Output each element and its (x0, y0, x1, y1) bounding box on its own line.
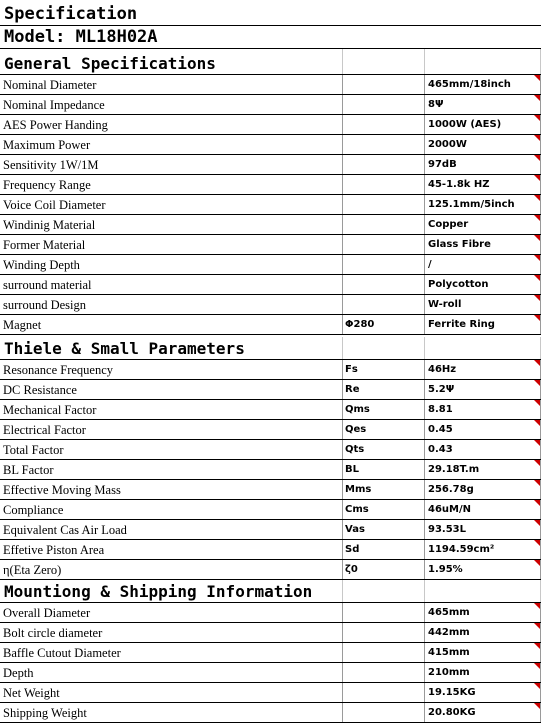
comment-marker-icon (534, 603, 540, 609)
spec-value: 46Hz (424, 360, 541, 379)
comment-marker-icon (534, 155, 540, 161)
spec-symbol (342, 643, 424, 662)
spec-value: / (424, 255, 541, 274)
spec-value: 5.2Ψ (424, 380, 541, 399)
spec-symbol: Fs (342, 360, 424, 379)
spec-row (0, 360, 541, 380)
section-header-symbol-cell (342, 337, 424, 359)
spec-value: 210mm (424, 663, 541, 682)
title-row (0, 4, 541, 26)
spec-label: DC Resistance (3, 383, 77, 397)
spec-row (0, 175, 541, 195)
comment-marker-icon (534, 623, 540, 629)
spec-value: 45-1.8k HZ (424, 175, 541, 194)
spec-label: Equivalent Cas Air Load (3, 523, 127, 537)
spec-row (0, 115, 541, 135)
spec-row (0, 155, 541, 175)
spec-value: 0.43 (424, 440, 541, 459)
spec-symbol: Sd (342, 540, 424, 559)
comment-marker-icon (534, 663, 540, 669)
section-header-symbol-cell (342, 49, 424, 74)
comment-marker-icon (534, 440, 540, 446)
section-heading: Mountiong & Shipping Information (4, 582, 313, 601)
spec-row (0, 703, 541, 723)
spec-label: Net Weight (3, 686, 60, 700)
spec-value: 93.53L (424, 520, 541, 539)
comment-marker-icon (534, 500, 540, 506)
spec-value: Polycotton (424, 275, 541, 294)
spec-row (0, 663, 541, 683)
spec-row (0, 95, 541, 115)
comment-marker-icon (534, 703, 540, 709)
spec-row (0, 480, 541, 500)
spec-label: Magnet (3, 318, 42, 332)
spec-symbol: ζ0 (342, 560, 424, 579)
spec-symbol (342, 703, 424, 722)
sheet-title: Specification (4, 4, 138, 24)
spec-value: 465mm/18inch (424, 75, 541, 94)
section-heading: General Specifications (4, 54, 216, 73)
spec-symbol (342, 295, 424, 314)
spec-label: Voice Coil Diameter (3, 198, 106, 212)
comment-marker-icon (534, 235, 540, 241)
spec-symbol (342, 95, 424, 114)
spec-row (0, 460, 541, 480)
section-header-symbol-cell (342, 580, 424, 602)
spec-label: Baffle Cutout Diameter (3, 646, 121, 660)
spec-symbol: Qms (342, 400, 424, 419)
spec-row (0, 440, 541, 460)
spec-row (0, 135, 541, 155)
spec-label: Maximum Power (3, 138, 91, 152)
spec-label: Shipping Weight (3, 706, 87, 720)
spec-row (0, 195, 541, 215)
spec-value: 29.18T.m (424, 460, 541, 479)
spec-symbol: Qes (342, 420, 424, 439)
spec-symbol (342, 275, 424, 294)
section-header-row (0, 580, 541, 603)
spec-label: Effetive Piston Area (3, 543, 105, 557)
spec-value: 20.80KG (424, 703, 541, 722)
comment-marker-icon (534, 480, 540, 486)
comment-marker-icon (534, 460, 540, 466)
comment-marker-icon (534, 420, 540, 426)
spec-symbol (342, 235, 424, 254)
spec-symbol (342, 115, 424, 134)
spec-value: 256.78g (424, 480, 541, 499)
spec-value: W-roll (424, 295, 541, 314)
section-header-value-cell (424, 49, 541, 74)
spec-label: Overall Diameter (3, 606, 91, 620)
comment-marker-icon (534, 255, 540, 261)
spec-value: 8.81 (424, 400, 541, 419)
spec-value: 46uM/N (424, 500, 541, 519)
spec-row (0, 643, 541, 663)
spec-label: Winding Depth (3, 258, 80, 272)
spec-label: Depth (3, 666, 34, 680)
model-name: Model: ML18H02A (4, 27, 158, 47)
spec-row (0, 295, 541, 315)
spec-label: Sensitivity 1W/1M (3, 158, 99, 172)
spec-value: 1.95% (424, 560, 541, 579)
spec-symbol: BL (342, 460, 424, 479)
comment-marker-icon (534, 215, 540, 221)
spec-label: Windinig Material (3, 218, 96, 232)
spec-label: Total Factor (3, 443, 64, 457)
spec-label: Frequency Range (3, 178, 91, 192)
comment-marker-icon (534, 115, 540, 121)
spec-row (0, 500, 541, 520)
comment-marker-icon (534, 75, 540, 81)
spec-row (0, 255, 541, 275)
spec-value: 97dB (424, 155, 541, 174)
spec-symbol: Qts (342, 440, 424, 459)
spec-row (0, 275, 541, 295)
spec-symbol (342, 175, 424, 194)
spec-value: Ferrite Ring (424, 315, 541, 334)
spec-row (0, 380, 541, 400)
spec-value: 442mm (424, 623, 541, 642)
comment-marker-icon (534, 175, 540, 181)
spec-symbol (342, 135, 424, 154)
section-header-value-cell (424, 580, 541, 602)
spec-row (0, 235, 541, 255)
spec-row (0, 215, 541, 235)
spec-label: Nominal Diameter (3, 78, 97, 92)
comment-marker-icon (534, 400, 540, 406)
spec-label: surround Design (3, 298, 86, 312)
spec-symbol (342, 683, 424, 702)
comment-marker-icon (534, 560, 540, 566)
spec-value: 19.15KG (424, 683, 541, 702)
spec-row (0, 520, 541, 540)
section-header-row (0, 49, 541, 75)
spec-value: Glass Fibre (424, 235, 541, 254)
spec-value: 465mm (424, 603, 541, 622)
spec-row (0, 315, 541, 335)
spec-value: 415mm (424, 643, 541, 662)
spec-value: 1000W (AES) (424, 115, 541, 134)
spec-symbol: Cms (342, 500, 424, 519)
comment-marker-icon (534, 295, 540, 301)
spec-label: Effective Moving Mass (3, 483, 121, 497)
section-header-row (0, 337, 541, 360)
spec-label: Compliance (3, 503, 64, 517)
section-header-value-cell (424, 337, 541, 359)
section-heading: Thiele & Small Parameters (4, 339, 245, 358)
spec-row (0, 560, 541, 580)
spec-row (0, 603, 541, 623)
spec-label: Former Material (3, 238, 86, 252)
spec-label: η(Eta Zero) (3, 563, 62, 577)
spec-row (0, 75, 541, 95)
spec-symbol: Re (342, 380, 424, 399)
spec-symbol (342, 155, 424, 174)
spec-symbol (342, 663, 424, 682)
spec-symbol: Φ280 (342, 315, 424, 334)
spec-label: surround material (3, 278, 92, 292)
spec-label: Mechanical Factor (3, 403, 97, 417)
spec-row (0, 420, 541, 440)
spec-value: 2000W (424, 135, 541, 154)
spec-value: 1194.59cm² (424, 540, 541, 559)
comment-marker-icon (534, 643, 540, 649)
spec-symbol (342, 215, 424, 234)
spec-label: AES Power Handing (3, 118, 108, 132)
comment-marker-icon (534, 380, 540, 386)
spec-label: Electrical Factor (3, 423, 86, 437)
spec-symbol (342, 195, 424, 214)
comment-marker-icon (534, 95, 540, 101)
spec-symbol: Mms (342, 480, 424, 499)
spec-value: 125.1mm/5inch (424, 195, 541, 214)
spec-label: Nominal Impedance (3, 98, 105, 112)
spec-row (0, 623, 541, 643)
spec-symbol: Vas (342, 520, 424, 539)
comment-marker-icon (534, 275, 540, 281)
spec-row (0, 683, 541, 703)
spec-label: Resonance Frequency (3, 363, 114, 377)
spec-label: Bolt circle diameter (3, 626, 103, 640)
spec-symbol (342, 75, 424, 94)
spec-label: BL Factor (3, 463, 54, 477)
spec-symbol (342, 623, 424, 642)
comment-marker-icon (534, 520, 540, 526)
spec-value: 8Ψ (424, 95, 541, 114)
spec-row (0, 540, 541, 560)
spec-symbol (342, 255, 424, 274)
spec-row (0, 400, 541, 420)
model-row (0, 26, 541, 49)
spec-value: Copper (424, 215, 541, 234)
comment-marker-icon (534, 540, 540, 546)
comment-marker-icon (534, 683, 540, 689)
comment-marker-icon (534, 360, 540, 366)
spec-value: 0.45 (424, 420, 541, 439)
comment-marker-icon (534, 135, 540, 141)
comment-marker-icon (534, 315, 540, 321)
comment-marker-icon (534, 195, 540, 201)
spec-symbol (342, 603, 424, 622)
